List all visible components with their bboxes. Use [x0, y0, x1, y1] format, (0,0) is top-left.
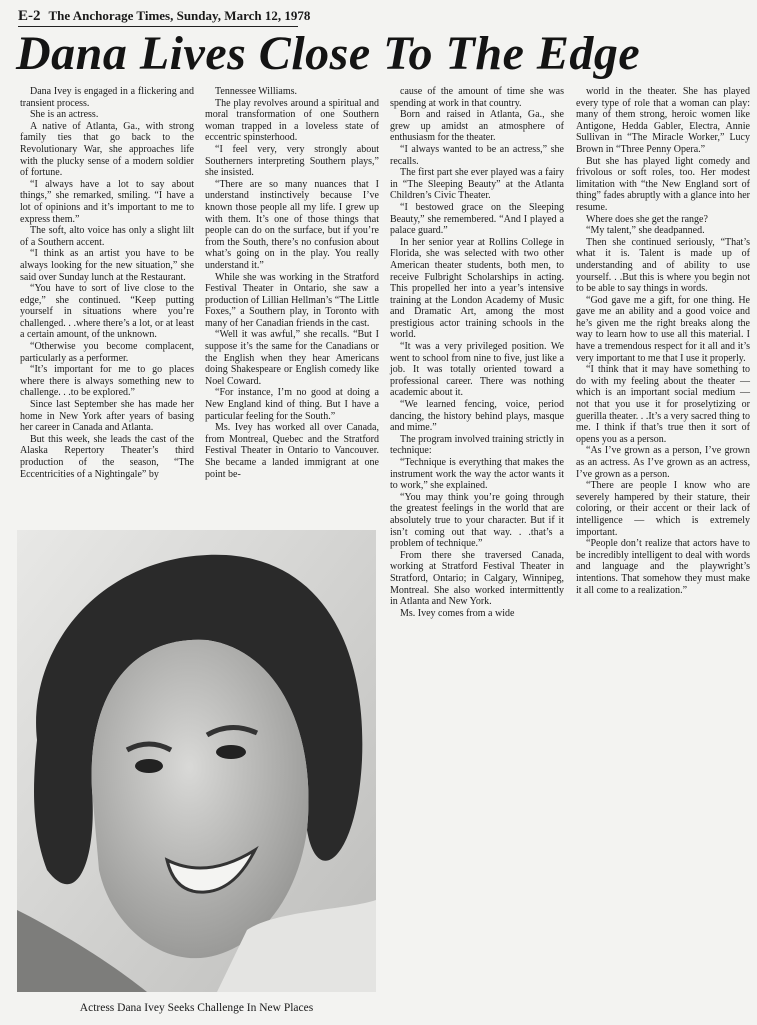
paragraph: “There are so many nuances that I understand instinctively because I’ve known those people all my life. I grew up with them. It’s one of those things that people can do on the surface, but if you’re from the South, there’s no confusion about what’s going on in the play. You really understand it.”: [205, 178, 379, 271]
paragraph: cause of the amount of time she was spending at work in that country.: [390, 86, 564, 109]
paragraph: From there she traversed Canada, working at Stratford Festival Theater in Stratford, Ontario; in Calgary, Winnipeg, Montreal. She also worked intermittently in Atlanta and New York.: [390, 549, 564, 608]
paragraph: A native of Atlanta, Ga., with strong family ties that go back to the Revolutionary War, she approaches life with the plucky sense of a modern soldier of fortune.: [20, 120, 194, 179]
paragraph: The soft, alto voice has only a slight lilt of a Southern accent.: [20, 225, 194, 248]
headline: Dana Lives Close To The Edge: [16, 27, 641, 80]
paragraph: The first part she ever played was a fairy in “The Sleeping Beauty” at the Atlanta Children’s Civic Theater.: [390, 167, 564, 202]
photo-caption: Actress Dana Ivey Seeks Challenge In New Places: [79, 1002, 314, 1014]
paragraph: “People don’t realize that actors have to be incredibly intelligent to deal with words and language and the playwright’s intentions. That somehow they must make it all come to a realization.”: [576, 538, 750, 596]
paragraph: “Otherwise you become complacent, particularly as a performer.: [20, 341, 194, 364]
portrait-image: [17, 530, 376, 992]
paragraph: The program involved training strictly in technique:: [390, 433, 564, 457]
paragraph: Since last September she has made her home in New York after years of basing her career in Canada and Atlanta.: [20, 399, 194, 434]
paragraph: “You have to sort of live close to the edge,” she continued. “Keep putting yourself in situations where you’re challenged. . .where there’s a lot, or at least a certain amount, of the unknown.: [20, 283, 194, 341]
page-number: E-2: [18, 8, 41, 24]
paragraph: Where does she get the range?: [586, 213, 708, 225]
paragraph: Tennessee Williams.: [215, 86, 298, 97]
dateline: The Anchorage Times, Sunday, March 12, 1978: [48, 8, 311, 23]
article-column-3: [390, 86, 564, 619]
paragraph: “It’s important for me to go places where there is always something new to challenge. . .to be explored.”: [20, 364, 194, 399]
paragraph: “For instance, I’m no good at doing a New England kind of thing. But I have a particular feeling for the South.”: [205, 387, 379, 422]
article-column-4: [576, 86, 750, 596]
paragraph: “I bestowed grace on the Sleeping Beauty,” she remembered. “And I played a palace guard.”: [390, 201, 564, 237]
paragraph: Then she continued seriously, “That’s what it is. Talent is made up of understanding and of ability to use yourself. . .But this is where you begin not to be able to say things in words.: [576, 236, 750, 295]
paragraph: In her senior year at Rollins College in Florida, she was selected with two other American theater students, both men, to receive Fulbright Scholarships in acting. This propelled her into a year’s intensive training at the London Academy of Music and Dramatic Art, among the most prestigious actor training schools in the world.: [390, 236, 564, 341]
paragraph: Ms. Ivey has worked all over Canada, from Montreal, Quebec and the Stratford Festival Theater in Ontario to Vancouver. She became a landed immigrant at one point be-: [205, 422, 379, 480]
paragraph: “We learned fencing, voice, period dancing, the history behind plays, masque and mime.”: [390, 399, 564, 434]
paragraph: “As I’ve grown as a person, I’ve grown as an actress. As I’ve grown as an actress, I’ve grown as a person.: [576, 445, 750, 480]
paragraph: But she has played light comedy and frivolous or soft roles, too. Her modest limitation with “the New England sort of thing” fades abruptly with a glance into her resume.: [576, 155, 750, 213]
paragraph: She is an actress.: [30, 109, 99, 121]
paragraph: “It was a very privileged position. We went to school from nine to five, just like a job. It was totally oriented toward a professional career. There was nothing academic about it.: [390, 341, 564, 399]
article-column-1: [20, 86, 194, 480]
folio-line: [18, 8, 311, 27]
paragraph: “I always have a lot to say about things,” she remarked, smiling. “I have a lot of opinions and it’s important to me to express them.”: [20, 178, 194, 225]
paragraph: “I think as an artist you have to be always looking for the new situation,” she said over Sunday lunch at the Restaurant.: [20, 248, 194, 283]
paragraph: world in the theater. She has played every type of role that a woman can play: many of them strong, heroic women like Antigone, Hedda Gabler, Electra, Annie Sullivan in “The Miracle Worker,” Lucy Brown in “Three Penny Opera.”: [576, 86, 750, 155]
paragraph: Dana Ivey is engaged in a flickering and transient process.: [20, 86, 194, 109]
paragraph: “I always wanted to be an actress,” she recalls.: [390, 143, 564, 167]
paragraph: “You may think you’re going through the greatest feelings in the world that are absolutely true to your character. But if it isn’t coming out that way. . .that’s a problem of technique.”: [390, 491, 564, 550]
paragraph: “My talent,” she deadpanned.: [586, 225, 705, 237]
paragraph: “There are people I know who are severely hampered by their stature, their coloring, or their accent or their lack of intelligence — which is extremely important.: [576, 480, 750, 538]
paragraph: “I think that it may have something to do with my feeling about the theater — which is an important social medium — not that you use it for proselytizing or guerilla theater. . .It’s a very sacred thing to me. I think if that’s true then it sort of opens you as a person.: [576, 364, 750, 445]
paragraph: “Technique is everything that makes the instrument work the way the actor wants it to work,” she explained.: [390, 457, 564, 492]
paragraph: Ms. Ivey comes from a wide: [400, 607, 515, 619]
paragraph: “God gave me a gift, for one thing. He gave me an ability and a good voice and he’s given me the right breaks along the way to learn how to use all this material. I have a tremendous respect for it all and it’s very important to me that I use it properly.: [576, 294, 750, 364]
portrait-photo: [17, 530, 376, 992]
paragraph: Born and raised in Atlanta, Ga., she grew up amidst an atmosphere of enthusiasm for the theater.: [390, 109, 564, 144]
paragraph: “Well it was awful,” she recalls. “But I suppose it’s the same for the Canadians or the English when they hear Americans doing Shakespeare or English comedy like Noel Coward.: [205, 329, 379, 387]
paragraph: While she was working in the Stratford Festival Theater in Ontario, she saw a production of Lillian Hellman’s “The Little Foxes,” a Southern play, in Toronto with many of her Canadian friends in the cast.: [205, 271, 379, 329]
paragraph: “I feel very, very strongly about Southerners interpreting Southern plays,” she insisted.: [205, 143, 379, 179]
paragraph: The play revolves around a spiritual and moral transformation of one Southern woman trapped in a loveless state of eccentric spinsterhood.: [205, 97, 379, 144]
article-column-2: [205, 86, 379, 480]
paragraph: But this week, she leads the cast of the Alaska Repertory Theater’s third production of the season, “The Eccentricities of a Nightingale” by: [20, 433, 194, 480]
